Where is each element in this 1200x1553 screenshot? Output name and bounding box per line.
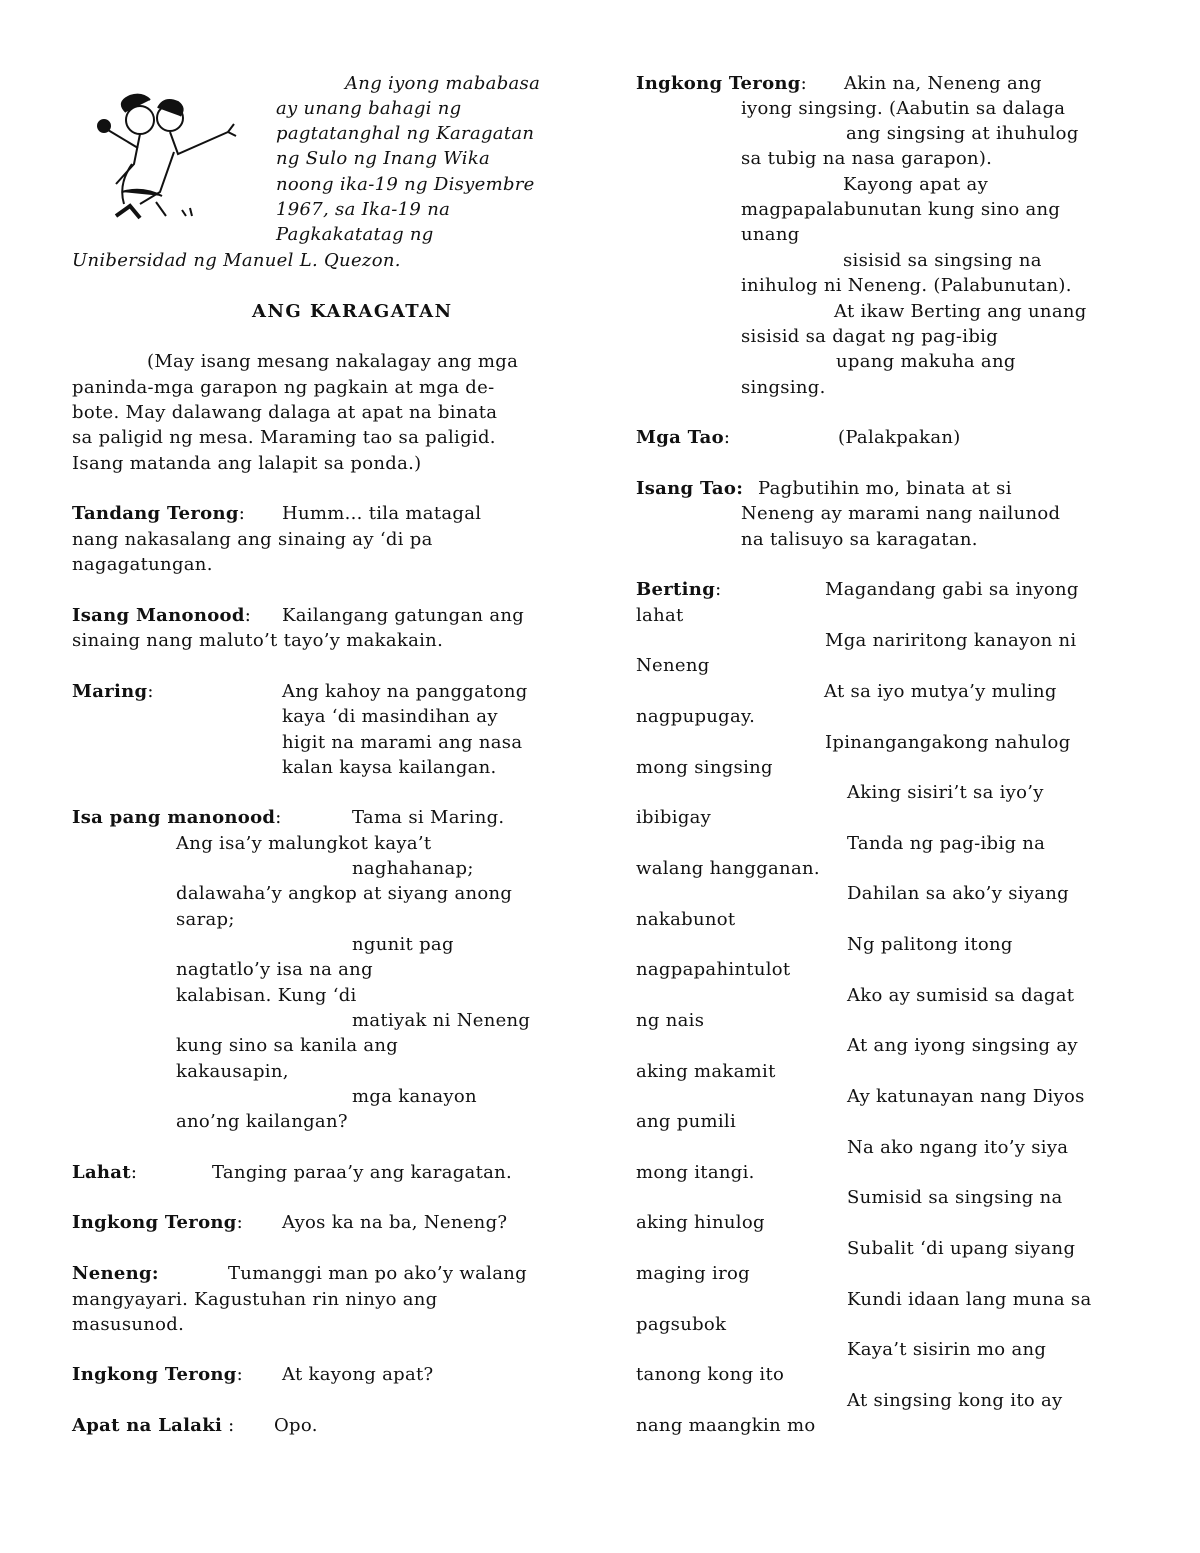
intro-line: Pagkakatatag ng [276,224,434,245]
dialogue-line: At ikaw Berting ang unang [834,301,1087,322]
speaker-name: Isang Manonood [72,605,245,626]
dialogue-line: Aking sisiri’t sa iyo’y [847,782,1044,803]
stage-direction-line: sa paligid ng mesa. Maraming tao sa paligid. [72,427,496,448]
dialogue-line: kaya ‘di masindihan ay [282,706,498,727]
dialogue-line: pagsubok [636,1314,727,1335]
dialogue-line: Humm... tila matagal [282,503,482,524]
dialogue-line: nagtatlo’y isa na ang [176,959,373,980]
intro-line: 1967, sa Ika-19 na [276,199,451,220]
dialogue-line: nagpupugay. [636,706,756,727]
dialogue-line: masusunod. [72,1314,185,1335]
stage-direction-line: Isang matanda ang lalapit sa ponda.) [72,453,422,474]
speaker-name: Berting [636,579,716,600]
dialogue-line: kalabisan. Kung ‘di [176,985,357,1006]
dialogue-line: sa tubig na nasa garapon). [741,148,993,169]
dialogue-line: tanong kong ito [636,1364,785,1385]
dialogue-line: lahat [636,605,684,626]
dialogue-line: kung sino sa kanila ang [176,1035,399,1056]
dialogue-line: Tanda ng pag-ibig na [847,833,1046,854]
dialogue-line: Neneng [636,655,710,676]
dialogue-line: Na ako ngang ito’y siya [847,1137,1069,1158]
dialogue-line: Akin na, Neneng ang [844,73,1042,94]
speaker-name: Neneng: [72,1263,159,1284]
dancing-couple-illustration [82,92,242,224]
dialogue-line: Tanging paraa’y ang karagatan. [212,1162,513,1183]
speaker-name: Maring [72,681,148,702]
intro-line: pagtatanghal ng Karagatan [276,123,535,144]
dialogue-line: nang nakasalang ang sinaing ay ‘di pa [72,529,433,550]
dialogue-line: Ipinangangakong nahulog [825,732,1071,753]
dialogue-line: Mga nariritong kanayon ni [825,630,1077,651]
dialogue-line: sarap; [176,909,235,930]
dialogue-line: ng nais [636,1010,705,1031]
speaker-colon: : [147,681,154,702]
dialogue-line: upang makuha ang [836,351,1016,372]
dialogue-line: Kundi idaan lang muna sa [847,1289,1092,1310]
dialogue-line: ibibigay [636,807,712,828]
dialogue-line: iyong singsing. (Aabutin sa dalaga [741,98,1066,119]
speaker-name: Apat na Lalaki [72,1415,223,1436]
dialogue-line: ngunit pag [352,934,454,955]
dialogue-line: Kayong apat ay [843,174,989,195]
dialogue-line: Ang isa’y malungkot kaya’t [176,833,432,854]
speaker-colon: : [222,1415,235,1436]
dialogue-line: Ayos ka na ba, Neneng? [282,1212,508,1233]
dialogue-line: Pagbutihin mo, binata at si [758,478,1012,499]
dialogue-line: At ang iyong singsing ay [847,1035,1078,1056]
dialogue-line: Kailangang gatungan ang [282,605,525,626]
speaker-name: Ingkong Terong [72,1212,237,1233]
dialogue-line: (Palakpakan) [838,427,961,448]
dialogue-line: unang [741,224,800,245]
speaker-colon: : [275,807,282,828]
speaker-name: Isa pang manonood [72,807,276,828]
dialogue-line: Subalit ‘di upang siyang [847,1238,1076,1259]
dialogue-line: nagagatungan. [72,554,213,575]
dialogue-line: Ang kahoy na panggatong [282,681,528,702]
speaker-name: Ingkong Terong [72,1364,237,1385]
dialogue-line: mangyayari. Kagustuhan rin ninyo ang [72,1289,438,1310]
dialogue-line: Dahilan sa ako’y siyang [847,883,1070,904]
dialogue-line: higit na marami ang nasa [282,732,523,753]
dialogue-line: dalawaha’y angkop at siyang anong [176,883,513,904]
intro-line: Unibersidad ng Manuel L. Quezon. [72,250,401,271]
dialogue-line: nang maangkin mo [636,1415,816,1436]
dialogue-line: maging irog [636,1263,750,1284]
speaker-name: Isang Tao: [636,478,744,499]
stage-direction-line: paninda-mga garapon ng pagkain at mga de- [72,377,495,398]
speaker-colon: : [130,1162,138,1183]
dialogue-line: Ay katunayan nang Diyos [847,1086,1085,1107]
dialogue-line: inihulog ni Neneng. (Palabunutan). [741,275,1072,296]
dialogue-line: At sa iyo mutya’y muling [824,681,1057,702]
dialogue-line: sisisid sa singsing na [843,250,1042,271]
dialogue-line: mong itangi. [636,1162,755,1183]
speaker-colon: : [244,605,252,626]
dialogue-line: mga kanayon [352,1086,477,1107]
dialogue-line: mong singsing [636,757,773,778]
dialogue-line: Magandang gabi sa inyong [825,579,1079,600]
dialogue-line: nakabunot [636,909,736,930]
dialogue-line: aking makamit [636,1061,776,1082]
dialogue-line: At singsing kong ito ay [847,1390,1063,1411]
dialogue-line: Kaya’t sisirin mo ang [847,1339,1047,1360]
dialogue-line: At kayong apat? [282,1364,434,1385]
dialogue-line: walang hangganan. [636,858,820,879]
speaker-colon: : [800,73,808,94]
speaker-colon: : [715,579,722,600]
speaker-colon: : [723,427,731,448]
dialogue-line: Ng palitong itong [847,934,1013,955]
dialogue-line: sinaing nang maluto’t tayo’y makakain. [72,630,444,651]
speaker-colon: : [236,1212,244,1233]
speaker-name: Ingkong Terong [636,73,801,94]
dialogue-line: Sumisid sa singsing na [847,1187,1063,1208]
intro-line: ay unang bahagi ng [276,98,462,119]
stage-direction-line: bote. May dalawang dalaga at apat na binata [72,402,498,423]
dialogue-line: Ako ay sumisid sa dagat [847,985,1075,1006]
intro-line: Ang iyong mababasa [345,73,541,94]
dialogue-line: matiyak ni Neneng [352,1010,531,1031]
dialogue-line: ang singsing at ihuhulog [846,123,1079,144]
dialogue-line: aking hinulog [636,1212,765,1233]
dialogue-line: ang pumili [636,1111,737,1132]
stage-direction-line: (May isang mesang nakalagay ang mga [147,351,519,372]
dialogue-line: Opo. [274,1415,318,1436]
intro-line: ng Sulo ng Inang Wika [276,148,491,169]
dialogue-line: singsing. [741,377,826,398]
speaker-colon: : [238,503,246,524]
play-title: ANG KARAGATAN [252,301,453,322]
dialogue-line: nagpapahintulot [636,959,791,980]
dialogue-line: ano’ng kailangan? [176,1111,348,1132]
dialogue-line: sisisid sa dagat ng pag-ibig [741,326,999,347]
intro-line: noong ika-19 ng Disyembre [276,174,535,195]
speaker-name: Tandang Terong [72,503,239,524]
dialogue-line: naghahanap; [352,858,474,879]
dialogue-line: kakausapin, [176,1061,289,1082]
speaker-name: Lahat [72,1162,131,1183]
dialogue-line: na talisuyo sa karagatan. [741,529,978,550]
dialogue-line: Tumanggi man po ako’y walang [228,1263,527,1284]
dialogue-line: Neneng ay marami nang nailunod [741,503,1061,524]
speaker-colon: : [236,1364,244,1385]
dialogue-line: Tama si Maring. [352,807,505,828]
dialogue-line: kalan kaysa kailangan. [282,757,497,778]
dialogue-line: magpapalabunutan kung sino ang [741,199,1061,220]
speaker-name: Mga Tao [636,427,724,448]
